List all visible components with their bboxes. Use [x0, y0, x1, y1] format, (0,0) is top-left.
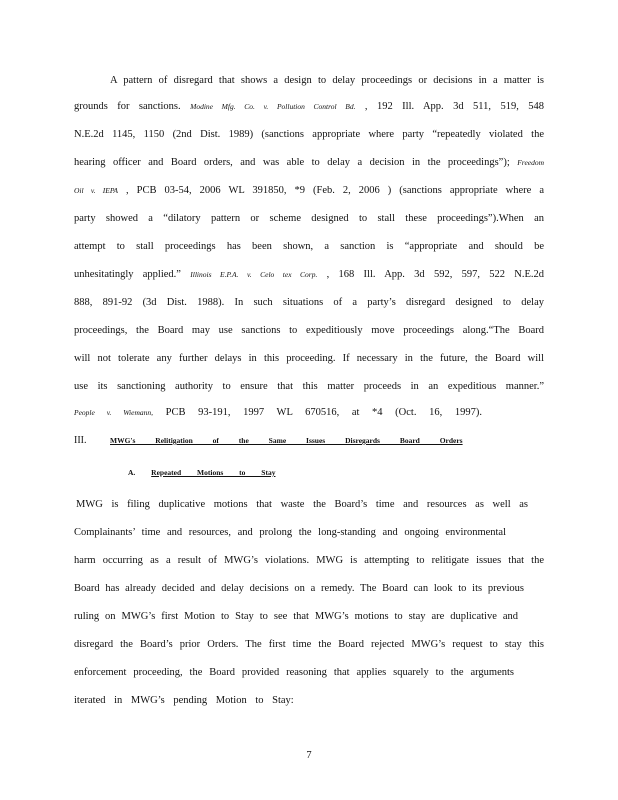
text-span: party showed a “dilatory pattern or scheme designed to stall these proceedings”).When an	[74, 213, 544, 224]
text-line	[74, 352, 544, 366]
text-line	[74, 666, 514, 680]
text-line	[74, 324, 544, 338]
text-span: grounds for sanctions.	[74, 101, 181, 112]
text-line	[76, 498, 529, 512]
page-number: 7	[306, 750, 312, 761]
text-line	[74, 406, 544, 420]
text-line	[74, 240, 544, 254]
text-span: disregard the Board’s prior Orders. The first time the Board rejected MWG’s request to stay this	[74, 639, 544, 650]
case-citation: Freedom	[517, 158, 545, 167]
case-citation: People v. Wiemann,	[74, 408, 154, 417]
section-heading	[74, 434, 463, 448]
text-span: use its sanctioning authority to ensure that this matter proceeds in an expeditious manner.”	[74, 381, 544, 392]
subsection-title: Repeated Motions to Stay	[151, 468, 276, 477]
text-line	[74, 212, 544, 226]
text-line	[74, 100, 544, 114]
text-span: MWG is filing duplicative motions that waste the Board’s time and resources as well as	[76, 499, 529, 510]
case-citation: Modine Mfg. Co. v. Pollution Control Bd.	[190, 102, 356, 111]
text-line	[74, 526, 514, 540]
text-line	[74, 694, 544, 708]
text-span: ruling on MWG’s first Motion to Stay to see that MWG’s motions to stay are duplicative and	[74, 611, 518, 622]
case-citation: Oil v. IEPA	[74, 186, 119, 195]
text-line	[74, 296, 544, 310]
text-span: proceedings, the Board may use sanctions to expeditiously move proceedings along.“The Board	[74, 325, 544, 336]
text-span: unhesitatingly applied.”	[74, 269, 181, 280]
text-line	[74, 268, 544, 282]
text-span: PCB 93-191, 1997 WL 670516, at *4 (Oct. 16, 1997).	[165, 407, 482, 418]
text-span: will not tolerate any further delays in this proceeding. If necessary in the future, the Board will	[74, 353, 544, 364]
case-citation: Illinois E.P.A. v. Celo tex Corp.	[190, 270, 318, 279]
text-line	[74, 638, 544, 652]
text-line	[74, 582, 524, 596]
text-line	[110, 74, 544, 88]
text-span: enforcement proceeding, the Board provided reasoning that applies squarely to the arguments	[74, 667, 514, 678]
text-span: , 192 Ill. App. 3d 511, 519, 548	[364, 101, 545, 112]
subsection-heading	[128, 466, 275, 480]
text-line	[74, 610, 518, 624]
section-number: III.	[74, 435, 87, 446]
text-span: , PCB 03-54, 2006 WL 391850, *9 (Feb. 2, 2006 ) (sanctions appropriate where a	[126, 185, 544, 196]
text-line	[74, 380, 544, 394]
text-line	[74, 128, 544, 142]
text-span: A pattern of disregard that shows a design to delay proceedings or decisions in a matter is	[110, 75, 544, 86]
text-span: hearing officer and Board orders, and was able to delay a decision in the proceedings”);	[74, 157, 510, 168]
text-span: Complainants’ time and resources, and prolong the long-standing and ongoing environmental	[74, 527, 507, 538]
text-line	[74, 184, 544, 198]
text-span: iterated in MWG’s pending Motion to Stay:	[74, 695, 294, 706]
text-span: , 168 Ill. App. 3d 592, 597, 522 N.E.2d	[326, 269, 545, 280]
text-line	[74, 554, 544, 568]
text-span: attempt to stall proceedings has been shown, a sanction is “appropriate and should be	[74, 241, 544, 252]
text-span: N.E.2d 1145, 1150 (2nd Dist. 1989) (sanctions appropriate where party “repeatedly violated the	[74, 129, 544, 140]
section-title: MWG's Relitigation of the Same Issues Disregards Board Orders	[110, 436, 463, 445]
text-line	[74, 156, 544, 170]
text-span: Board has already decided and delay decisions on a remedy. The Board can look to its previous	[74, 583, 524, 594]
text-span: harm occurring as a result of MWG’s violations. MWG is attempting to relitigate issues that the	[74, 555, 544, 566]
text-span: 888, 891-92 (3d Dist. 1988). In such situations of a party’s disregard designed to delay	[74, 297, 544, 308]
subsection-letter: A.	[128, 468, 136, 477]
